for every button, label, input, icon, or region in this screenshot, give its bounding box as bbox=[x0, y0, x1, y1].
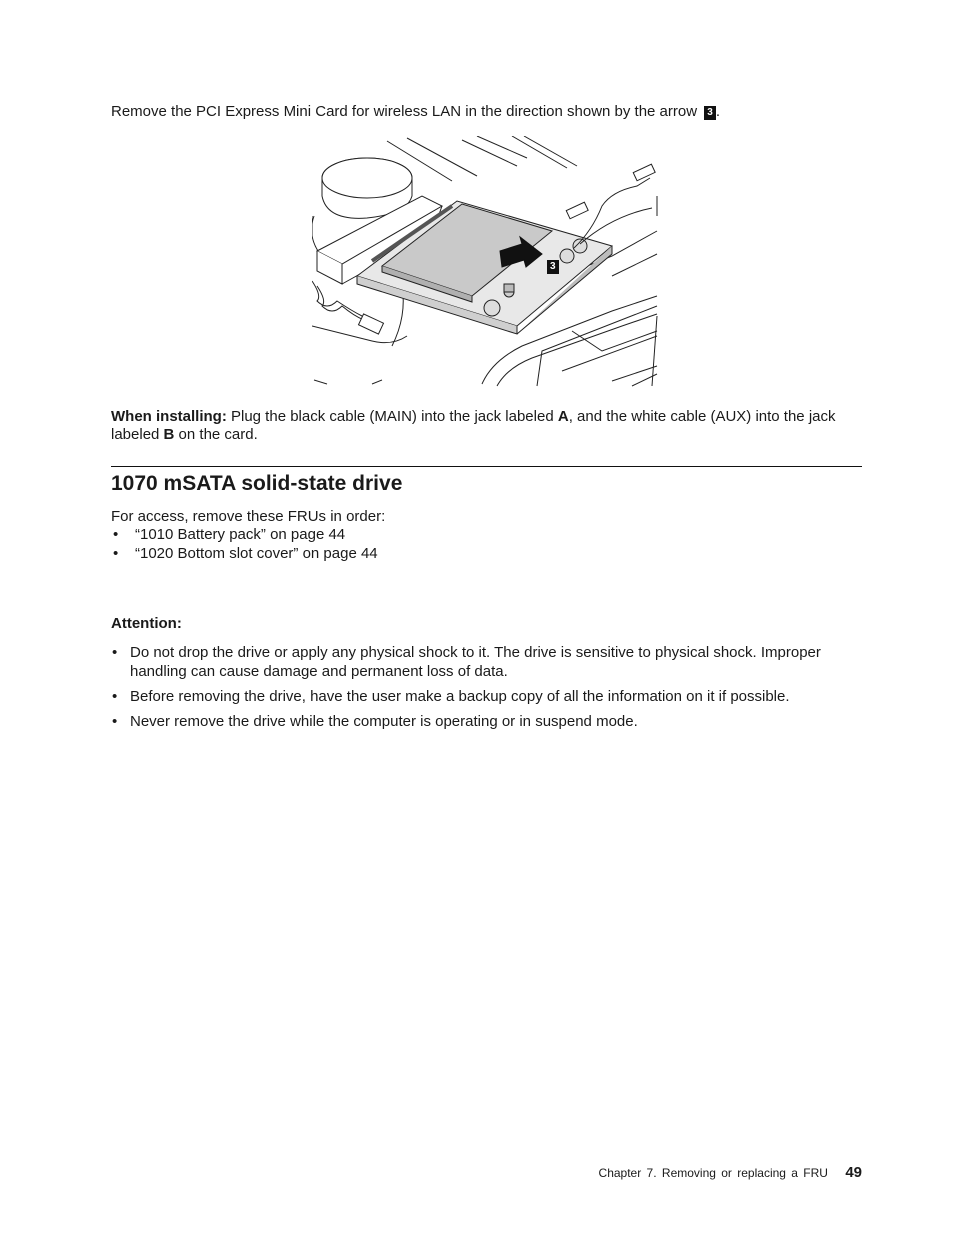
mini-card-illustration bbox=[312, 136, 662, 388]
footer-chapter: Chapter 7. Removing or replacing a FRU bbox=[598, 1166, 828, 1180]
figure-callout-3: 3 bbox=[547, 260, 559, 274]
intro-paragraph bbox=[111, 103, 871, 121]
section-heading: 1070 mSATA solid-state drive bbox=[111, 472, 403, 495]
jack-a-label: A bbox=[557, 408, 569, 425]
callout-3-badge: 3 bbox=[704, 106, 716, 120]
installing-label: When installing: bbox=[111, 408, 227, 425]
page-number: 49 bbox=[845, 1164, 862, 1181]
installing-text-2: , and the white cable (AUX) into the jack labeled bbox=[111, 408, 836, 443]
intro-text: Remove the PCI Express Mini Card for wireless LAN in the direction shown by the arrow bbox=[111, 103, 698, 120]
intro-end: . bbox=[715, 103, 720, 120]
attention-list bbox=[111, 643, 863, 737]
fru-link-bottom-slot-cover[interactable]: • “1020 Bottom slot cover” on page 44 bbox=[111, 544, 378, 563]
attention-item: • Do not drop the drive or apply any physical shock to it. The drive is sensitive to physical shock. Improper handling can cause damage and permanent loss of data. bbox=[111, 643, 863, 681]
page-footer bbox=[599, 1164, 862, 1182]
jack-b-label: B bbox=[163, 426, 175, 443]
access-intro: For access, remove these FRUs in order: bbox=[111, 508, 386, 525]
installing-note bbox=[111, 408, 863, 444]
fru-link-battery-pack[interactable]: • “1010 Battery pack” on page 44 bbox=[111, 525, 378, 544]
installing-text-3: on the card. bbox=[174, 426, 258, 443]
fru-list bbox=[111, 525, 378, 563]
attention-label: Attention: bbox=[111, 615, 182, 632]
section-divider bbox=[111, 466, 862, 467]
installing-text-1: Plug the black cable (MAIN) into the jack labeled bbox=[226, 408, 558, 425]
attention-item: • Never remove the drive while the computer is operating or in suspend mode. bbox=[111, 712, 863, 731]
attention-item: • Before removing the drive, have the user make a backup copy of all the information on it if possible. bbox=[111, 687, 863, 706]
